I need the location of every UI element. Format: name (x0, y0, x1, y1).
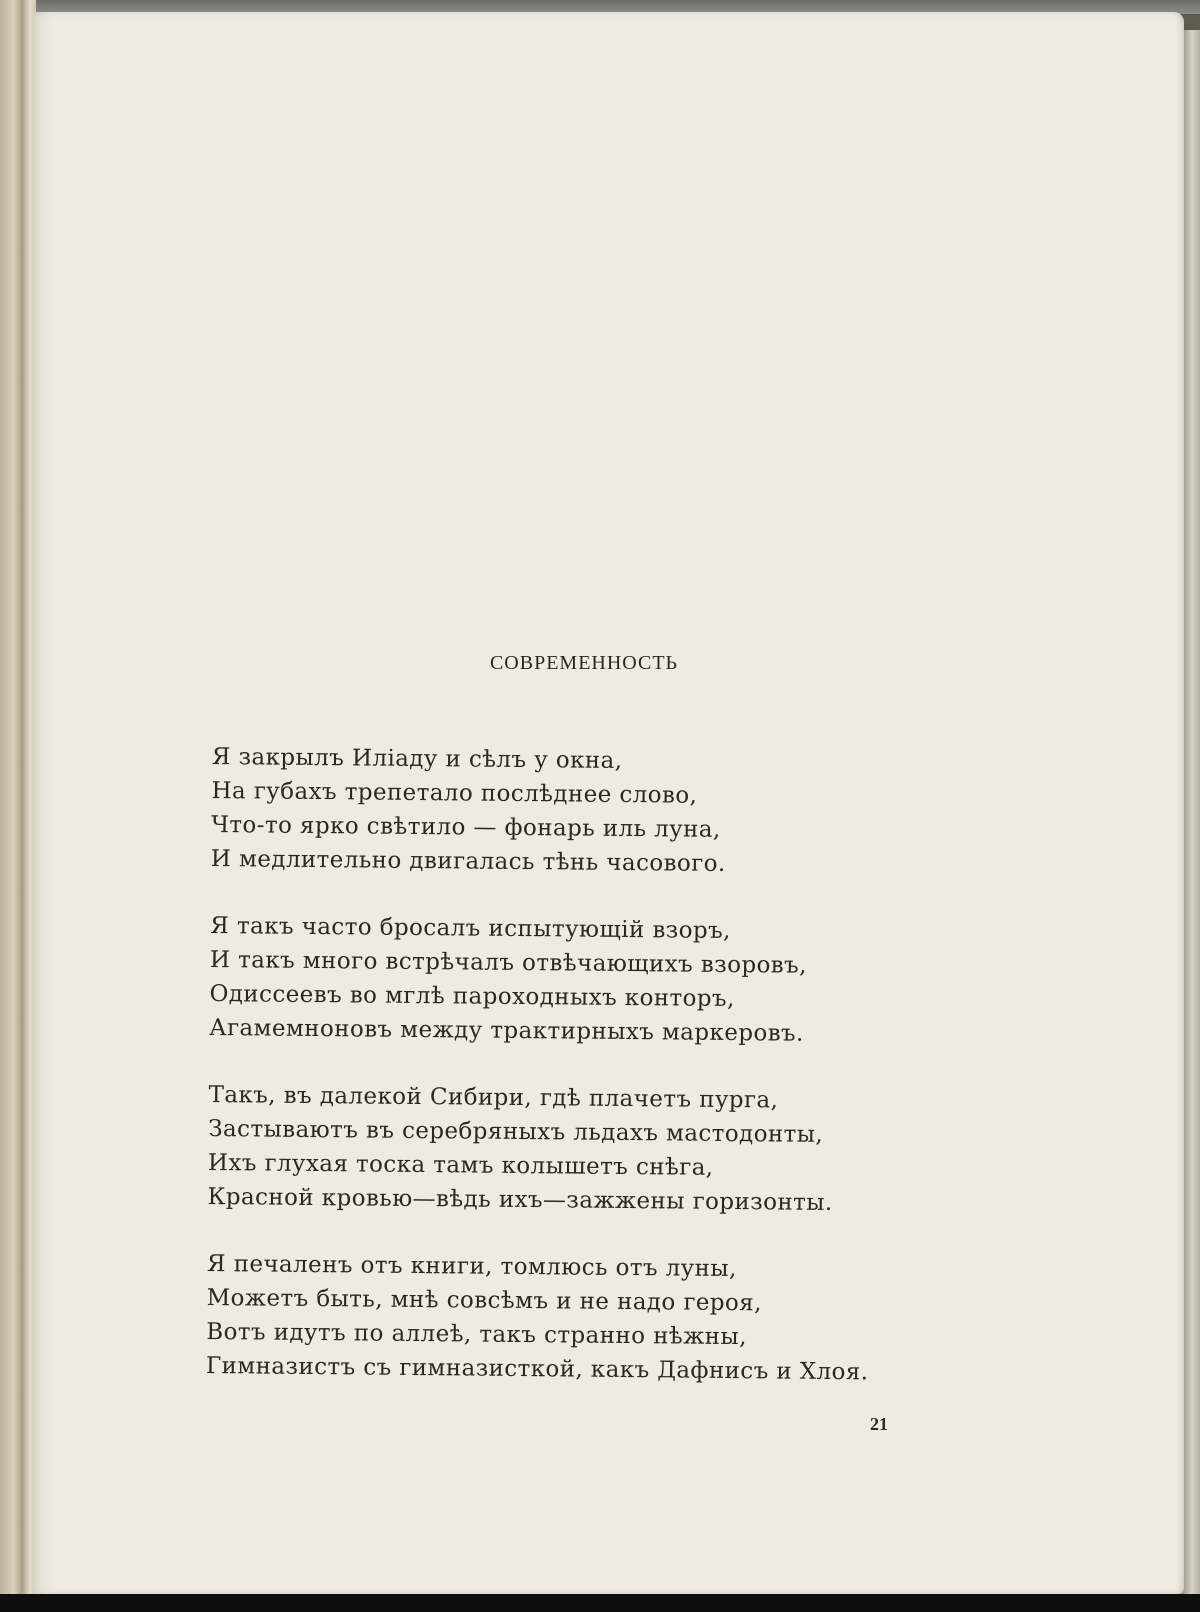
poem-line: Красной кровью—вѣдь ихъ—зажжены горизонты. (207, 1183, 833, 1216)
poem-line: Агамемноновъ между трактирныхъ маркеровъ. (209, 1014, 804, 1047)
poem-line: Можетъ быть, мнѣ совсѣмъ и не надо героя, (206, 1284, 762, 1317)
poem-line: На губахъ трепетало послѣднее слово, (211, 777, 698, 809)
stanza-3 (207, 1078, 988, 1221)
poem-line: И медлительно двигалась тѣнь часового. (210, 845, 726, 877)
poem-line: Я печаленъ отъ книги, томлюсь отъ луны, (206, 1250, 737, 1283)
poem-line: Вотъ идутъ по аллеѣ, такъ странно нѣжны, (206, 1318, 747, 1351)
stanza-1 (211, 740, 992, 883)
poem-line: Гимназистъ съ гимназисткой, какъ Дафнисъ и Хлоя. (205, 1352, 869, 1386)
poem-line: И такъ много встрѣчалъ отвѣчающихъ взоровъ, (209, 946, 807, 979)
scan-bottom-border (0, 1594, 1200, 1612)
poem-line: Я закрылъ Иліаду и сѣлъ у окна, (211, 743, 623, 774)
stanza-4 (206, 1247, 987, 1390)
poem-line: Такъ, въ далекой Сибири, гдѣ плачетъ пурга, (208, 1081, 779, 1114)
poem-line: Я такъ часто бросалъ испытующій взоръ, (210, 912, 731, 944)
poem-body (206, 740, 992, 1423)
poem-line: Застываютъ въ серебряныхъ льдахъ мастодонты, (208, 1115, 824, 1148)
poem-line: Ихъ глухая тоска тамъ колышетъ снѣга, (207, 1149, 714, 1181)
poem-line: Что-то ярко свѣтило — фонарь иль луна, (211, 811, 721, 843)
poem-title: СОВРЕМЕННОСТЬ (489, 652, 679, 674)
page-number: 21 (870, 1414, 888, 1434)
book-spine-edge (0, 0, 36, 1612)
stanza-2 (209, 909, 990, 1052)
poem-line: Одиссеевъ во мглѣ пароходныхъ конторъ, (209, 980, 735, 1013)
book-page (34, 12, 1184, 1594)
